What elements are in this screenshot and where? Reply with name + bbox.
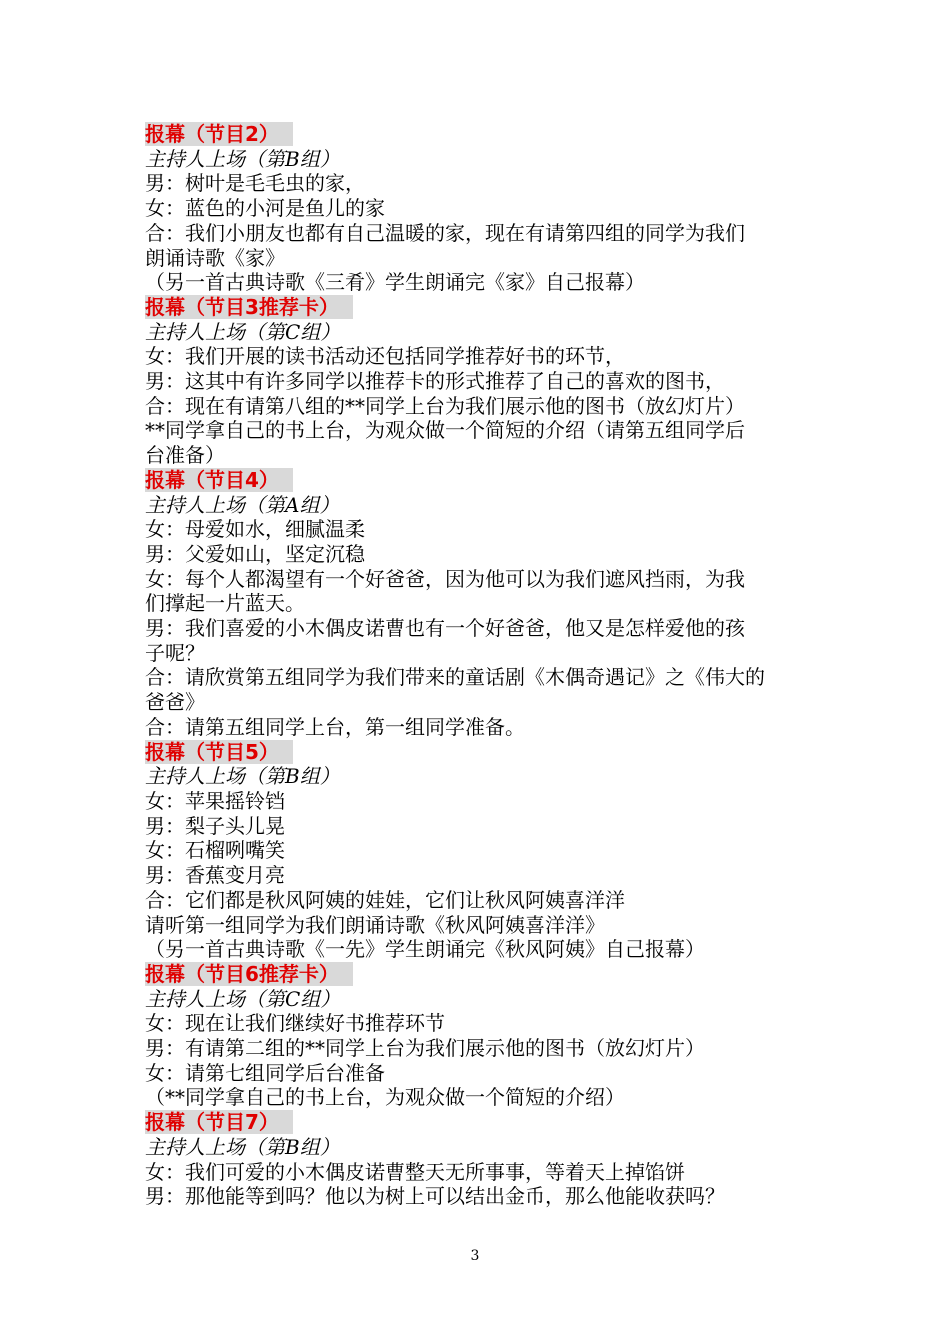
script-line: 合：请第五组同学上台，第一组同学准备。 (145, 714, 525, 739)
host-entry-line: 主持人上场（第B组） (145, 764, 340, 789)
script-line: 合：我们小朋友也都有自己温暖的家，现在有请第四组的同学为我们 (145, 220, 745, 245)
script-line: 们撑起一片蓝天。 (145, 591, 305, 616)
script-line: 女：苹果摇铃铛 (145, 788, 285, 813)
script-line: 朗诵诗歌《家》 (145, 245, 285, 270)
script-line: （**同学拿自己的书上台，为观众做一个简短的介绍） (145, 1085, 625, 1110)
script-line: 女：我们开展的读书活动还包括同学推荐好书的环节， (145, 344, 625, 369)
script-line: 合：现在有请第八组的**同学上台为我们展示他的图书（放幻灯片） (145, 393, 745, 418)
script-line: 爸爸》 (145, 690, 205, 715)
script-line: 男：有请第二组的**同学上台为我们展示他的图书（放幻灯片） (145, 1036, 705, 1061)
script-line: （另一首古典诗歌《三肴》学生朗诵完《家》自己报幕） (145, 270, 645, 295)
script-line: 合：它们都是秋风阿姨的娃娃，它们让秋风阿姨喜洋洋 (145, 887, 625, 912)
section-heading-text: 报幕（节目7） (145, 1110, 293, 1134)
script-line: 男：我们喜爱的小木偶皮诺曹也有一个好爸爸，他又是怎样爱他的孩 (145, 616, 745, 641)
section-heading (145, 740, 825, 765)
page-number: 3 (470, 1248, 480, 1264)
host-entry-line: 主持人上场（第B组） (145, 146, 340, 171)
script-line: 男：梨子头儿晃 (145, 813, 285, 838)
script-line: 女：石榴咧嘴笑 (145, 838, 285, 863)
section-heading (145, 295, 825, 320)
host-entry-line: 主持人上场（第C组） (145, 986, 341, 1011)
document-body (145, 122, 825, 1209)
section-heading (145, 962, 825, 987)
script-line: 男：父爱如山，坚定沉稳 (145, 541, 365, 566)
section-heading-text: 报幕（节目2） (145, 122, 293, 146)
section-heading-text: 报幕（节目3推荐卡） (145, 295, 353, 319)
script-line: 女：请第七组同学后台准备 (145, 1060, 385, 1085)
script-line: （另一首古典诗歌《一先》学生朗诵完《秋风阿姨》自己报幕） (145, 937, 705, 962)
script-line: 男：香蕉变月亮 (145, 863, 285, 888)
script-line: 合：请欣赏第五组同学为我们带来的童话剧《木偶奇遇记》之《伟大的 (145, 665, 765, 690)
host-entry-line: 主持人上场（第C组） (145, 319, 341, 344)
script-line: 男：这其中有许多同学以推荐卡的形式推荐了自己的喜欢的图书， (145, 369, 725, 394)
script-line: 男：树叶是毛毛虫的家， (145, 171, 365, 196)
script-line: 女：现在让我们继续好书推荐环节 (145, 1011, 445, 1036)
script-line: 请听第一组同学为我们朗诵诗歌《秋风阿姨喜洋洋》 (145, 912, 605, 937)
script-line: 女：母爱如水，细腻温柔 (145, 517, 365, 542)
section-heading-text: 报幕（节目5） (145, 740, 293, 764)
script-line: 子呢？ (145, 640, 205, 665)
script-line: 女：我们可爱的小木偶皮诺曹整天无所事事，等着天上掉馅饼 (145, 1159, 685, 1184)
section-heading (145, 468, 825, 493)
section-heading (145, 122, 825, 147)
section-heading-text: 报幕（节目6推荐卡） (145, 962, 353, 986)
script-line: **同学拿自己的书上台，为观众做一个简短的介绍（请第五组同学后 (145, 418, 745, 443)
script-line: 男：那他能等到吗？他以为树上可以结出金币，那么他能收获吗？ (145, 1184, 725, 1209)
section-heading (145, 1110, 825, 1135)
script-line: 女：每个人都渴望有一个好爸爸，因为他可以为我们遮风挡雨，为我 (145, 566, 745, 591)
script-line: 台准备） (145, 443, 225, 468)
section-heading-text: 报幕（节目4） (145, 468, 293, 492)
host-entry-line: 主持人上场（第A组） (145, 492, 340, 517)
script-line: 女：蓝色的小河是鱼儿的家 (145, 196, 385, 221)
host-entry-line: 主持人上场（第B组） (145, 1134, 340, 1159)
